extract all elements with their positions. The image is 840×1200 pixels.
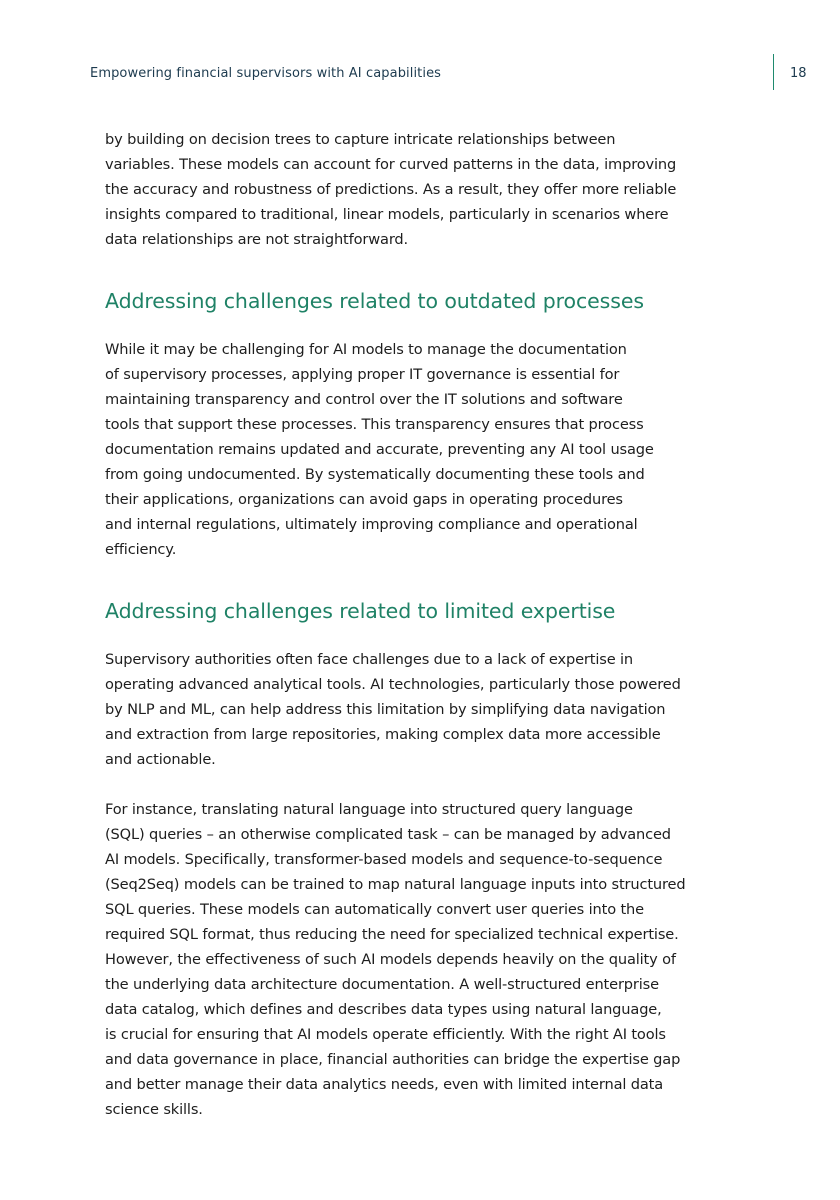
page-header [0, 0, 840, 100]
text-line: of supervisory processes, applying proper IT governance is essential for [105, 366, 620, 383]
text-line: For instance, translating natural language into structured query language [105, 801, 633, 818]
text-line: insights compared to traditional, linear models, particularly in scenarios where [105, 206, 669, 223]
text-line: operating advanced analytical tools. AI technologies, particularly those powered [105, 676, 681, 693]
section-heading: Addressing challenges related to outdated processes [105, 289, 644, 313]
text-line: their applications, organizations can avoid gaps in operating procedures [105, 491, 623, 508]
text-line: data catalog, which defines and describes data types using natural language, [105, 1001, 662, 1018]
text-line: is crucial for ensuring that AI models operate efficiently. With the right AI tools [105, 1026, 666, 1043]
page-number: 18 [790, 66, 807, 81]
text-line: from going undocumented. By systematically documenting these tools and [105, 466, 645, 483]
text-line: and actionable. [105, 751, 216, 768]
text-line: science skills. [105, 1101, 203, 1118]
section-paragraph [105, 797, 745, 1122]
text-line: and better manage their data analytics needs, even with limited internal data [105, 1076, 664, 1093]
text-line: maintaining transparency and control over the IT solutions and software [105, 391, 623, 408]
text-line: SQL queries. These models can automatically convert user queries into the [105, 901, 644, 918]
text-line: by building on decision trees to capture intricate relationships between [105, 131, 616, 148]
text-line: the accuracy and robustness of predictions. As a result, they offer more reliable [105, 181, 677, 198]
text-line: and data governance in place, financial authorities can bridge the expertise gap [105, 1051, 681, 1068]
text-line: (SQL) queries – an otherwise complicated task – can be managed by advanced [105, 826, 671, 843]
text-line: tools that support these processes. This transparency ensures that process [105, 416, 644, 433]
text-line: documentation remains updated and accurate, preventing any AI tool usage [105, 441, 654, 458]
section-paragraph [105, 337, 745, 562]
text-line: However, the effectiveness of such AI models depends heavily on the quality of [105, 951, 676, 968]
section-limited-expertise [105, 597, 745, 1122]
text-line: (Seq2Seq) models can be trained to map natural language inputs into structured [105, 876, 686, 893]
text-line: required SQL format, thus reducing the need for specialized technical expertise. [105, 926, 679, 943]
text-line: and extraction from large repositories, making complex data more accessible [105, 726, 661, 743]
text-line: data relationships are not straightforward. [105, 231, 409, 248]
text-line: While it may be challenging for AI models to manage the documentation [105, 341, 627, 358]
text-line: and internal regulations, ultimately improving compliance and operational [105, 516, 638, 533]
text-line: Supervisory authorities often face challenges due to a lack of expertise in [105, 651, 634, 668]
section-paragraph [105, 647, 745, 772]
section-outdated-processes [105, 287, 745, 562]
text-line: variables. These models can account for curved patterns in the data, improving [105, 156, 677, 173]
text-line: by NLP and ML, can help address this limitation by simplifying data navigation [105, 701, 666, 718]
running-title: Empowering financial supervisors with AI capabilities [90, 66, 442, 81]
text-line: the underlying data architecture documentation. A well-structured enterprise [105, 976, 659, 993]
section-heading: Addressing challenges related to limited expertise [105, 599, 616, 623]
text-line: efficiency. [105, 541, 177, 558]
intro-paragraph [105, 127, 745, 252]
page-content [105, 127, 745, 1122]
header-divider [773, 54, 774, 90]
text-line: AI models. Specifically, transformer-based models and sequence-to-sequence [105, 851, 663, 868]
